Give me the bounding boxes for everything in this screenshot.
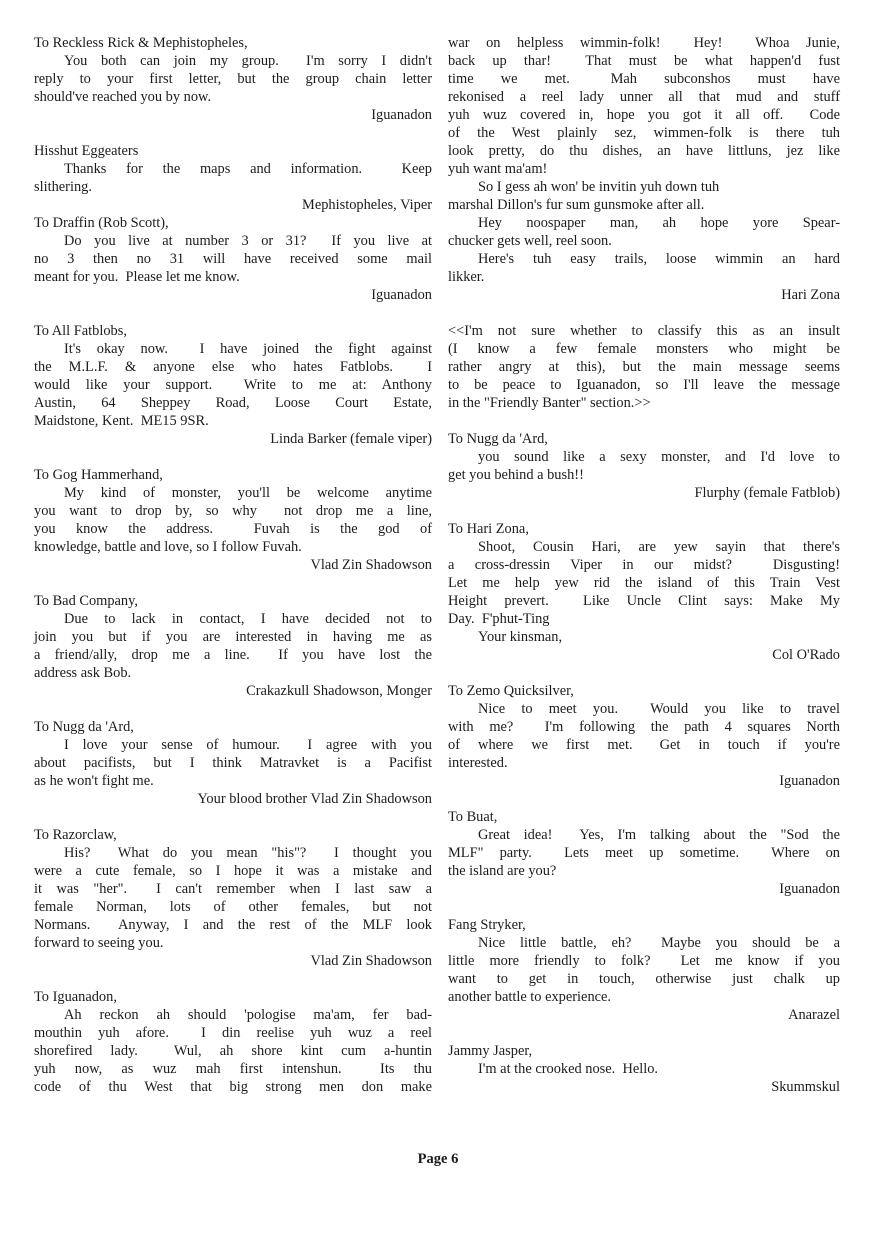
letter-line: Austin, 64 Sheppey Road, Loose Court Estate, xyxy=(34,395,432,411)
left-column xyxy=(34,34,432,1096)
letter-signature: Vlad Zin Shadowson xyxy=(310,557,432,573)
letter-signature: Hari Zona xyxy=(781,287,840,303)
letter-spacer xyxy=(34,124,432,142)
letter-line: My kind of monster, you'll be welcome anytime xyxy=(64,485,432,501)
letter-line: a cross-dressin Viper in our midst? Disgusting! xyxy=(448,557,840,573)
letter-line: code of thu West that big strong men don make xyxy=(34,1079,432,1095)
letter-signature: Skummskul xyxy=(771,1079,840,1095)
letter-line: Due to lack in contact, I have decided not to xyxy=(64,611,432,627)
letter xyxy=(448,322,840,412)
letter xyxy=(34,826,432,970)
letter-line: To Gog Hammerhand, xyxy=(34,467,163,483)
letter-line: of where we first met. Get in touch if you're xyxy=(448,737,840,753)
letter-line: Maidstone, Kent. ME15 9SR. xyxy=(34,413,209,429)
letter-line: yuh wuz covered in, hope you got it all off. Code xyxy=(448,107,840,123)
letter xyxy=(448,1042,840,1096)
letter-spacer xyxy=(34,304,432,322)
letter-line: to be peace to Iguanadon, so I'll leave the message xyxy=(448,377,840,393)
letter-spacer xyxy=(448,304,840,322)
letter-line: Jammy Jasper, xyxy=(448,1043,533,1059)
letter-line: To Razorclaw, xyxy=(34,827,117,843)
letter-line: Let me help yew rid the island of this Train Vest xyxy=(448,575,840,591)
letter-line: a friend/ally, drop me a line. If you have lost the xyxy=(34,647,432,663)
letter-line: I'm at the crooked nose. Hello. xyxy=(478,1061,659,1077)
letter-line: So I gess ah won' be invitin yuh down tuh xyxy=(478,179,720,195)
letter-signature: Iguanadon xyxy=(779,881,840,897)
letter-line: another battle to experience. xyxy=(448,989,612,1005)
letter-line: want to get in touch, otherwise just chalk up xyxy=(448,971,840,987)
letter-spacer xyxy=(34,970,432,988)
letter-line: should've reached you by now. xyxy=(34,89,212,105)
page-number: Page 6 xyxy=(417,1151,459,1167)
letter-signature: Col O'Rado xyxy=(772,647,840,663)
letter xyxy=(448,808,840,898)
letter xyxy=(448,682,840,790)
letter-signature: Iguanadon xyxy=(371,107,432,123)
letter-line: <<I'm not sure whether to classify this as an insult xyxy=(448,323,840,339)
letter-line: yuh now, as wuz mah first intenshun. Its thu xyxy=(34,1061,432,1077)
letter-line: it was "her". I can't remember when I last saw a xyxy=(34,881,432,897)
letter-signature: Mephistopheles, Viper xyxy=(302,197,432,213)
letter-line: the island are you? xyxy=(448,863,557,879)
letter-line: time we met. Mah subconshos must have xyxy=(448,71,840,87)
letter-signature: Vlad Zin Shadowson xyxy=(310,953,432,969)
letter-line: were a cute female, so I hope it was a mistake and xyxy=(34,863,432,879)
letter-signature: Your blood brother Vlad Zin Shadowson xyxy=(197,791,432,807)
letter-line: forward to seeing you. xyxy=(34,935,164,951)
letter-line: To All Fatblobs, xyxy=(34,323,127,339)
letter-line: Do you live at number 3 or 31? If you live at xyxy=(64,233,432,249)
letter-line: of the West plainly sez, wimmen-folk is there tuh xyxy=(448,125,840,141)
letter-spacer xyxy=(34,808,432,826)
letter-line: chucker gets well, reel soon. xyxy=(448,233,612,249)
letter-line: Height prevert. Like Uncle Clint says: Make My xyxy=(448,593,840,609)
letter-line: To Buat, xyxy=(448,809,498,825)
letter-spacer xyxy=(448,664,840,682)
letter-line: Great idea! Yes, I'm talking about the "Sod the xyxy=(478,827,840,843)
letter-spacer xyxy=(34,700,432,718)
letter-line: rekonised a reel lady unner all that mud and stuff xyxy=(448,89,840,105)
letter-line: would like your support. Write to me at: Anthony xyxy=(34,377,432,393)
letter xyxy=(34,142,432,304)
letter-line: knowledge, battle and love, so I follow Fuvah. xyxy=(34,539,302,555)
letter-signature: Iguanadon xyxy=(371,287,432,303)
letter-line: Shoot, Cousin Hari, are yew sayin that there's xyxy=(478,539,840,555)
letter xyxy=(34,34,432,124)
letter-line: To Zemo Quicksilver, xyxy=(448,683,574,699)
letter-line: you know the address. Fuvah is the god of xyxy=(34,521,432,537)
letter-line: war on helpless wimmin-folk! Hey! Whoa Junie, xyxy=(448,35,840,51)
letter-line: To Hari Zona, xyxy=(448,521,529,537)
letter-line: To Nugg da 'Ard, xyxy=(34,719,134,735)
letter-line: Hisshut Eggeaters xyxy=(34,143,139,159)
letter-line: interested. xyxy=(448,755,508,771)
letter-line: To Bad Company, xyxy=(34,593,138,609)
letter-line: about pacifists, but I think Matravket is a Pacifist xyxy=(34,755,432,771)
letter-line: get you behind a bush!! xyxy=(448,467,584,483)
letter-spacer xyxy=(448,898,840,916)
letter xyxy=(448,34,840,304)
letter-line: join you but if you are interested in having me as xyxy=(34,629,432,645)
letter-signature: Linda Barker (female viper) xyxy=(270,431,432,447)
letter-signature: Flurphy (female Fatblob) xyxy=(694,485,840,501)
letter-line: Ah reckon ah should 'pologise ma'am, fer bad- xyxy=(64,1007,432,1023)
letter-line: MLF" party. Lets meet up sometime. Where on xyxy=(448,845,840,861)
letter xyxy=(448,520,840,664)
letter-line: Your kinsman, xyxy=(478,629,563,645)
letter-line: Fang Stryker, xyxy=(448,917,526,933)
letter xyxy=(34,988,432,1096)
letter-signature: Anarazel xyxy=(788,1007,840,1023)
letter-spacer xyxy=(448,412,840,430)
letter xyxy=(448,916,840,1024)
letter xyxy=(34,718,432,808)
letter-spacer xyxy=(34,448,432,466)
letter-line: To Draffin (Rob Scott), xyxy=(34,215,169,231)
letter-line: yuh want ma'am! xyxy=(448,161,548,177)
letter-line: You both can join my group. I'm sorry I didn't xyxy=(64,53,432,69)
letter-line: (I know a few female monsters who might be xyxy=(448,341,840,357)
letter-line: rather angry at this), but the main message seems xyxy=(448,359,840,375)
letter-line: back up thar! That must be what happen'd fust xyxy=(448,53,840,69)
letter-line: with me? I'm following the path 4 squares North xyxy=(448,719,840,735)
letter-line: little more friendly to folk? Let me know if you xyxy=(448,953,840,969)
letter-spacer xyxy=(448,502,840,520)
letter-spacer xyxy=(448,790,840,808)
letter-line: It's okay now. I have joined the fight against xyxy=(64,341,432,357)
letter-line: reply to your first letter, but the group chain letter xyxy=(34,71,432,87)
letter-line: Nice little battle, eh? Maybe you should be a xyxy=(478,935,840,951)
letter-line: female Norman, lots of other females, but not xyxy=(34,899,432,915)
letter-spacer xyxy=(34,574,432,592)
letter xyxy=(34,466,432,574)
letter-line: look pretty, do thu dishes, an have littluns, jez like xyxy=(448,143,840,159)
letter-line: To Reckless Rick & Mephistopheles, xyxy=(34,35,248,51)
letter-line: Thanks for the maps and information. Keep xyxy=(64,161,432,177)
letter-signature: Crakazkull Shadowson, Monger xyxy=(246,683,432,699)
letter-line: you sound like a sexy monster, and I'd love to xyxy=(478,449,840,465)
letter-spacer xyxy=(448,1024,840,1042)
letter-line: His? What do you mean "his"? I thought you xyxy=(64,845,432,861)
letter-line: shorefired lady. Wul, ah shore kint cum a-huntin xyxy=(34,1043,432,1059)
letter-line: as he won't fight me. xyxy=(34,773,154,789)
letter-line: Nice to meet you. Would you like to travel xyxy=(478,701,840,717)
letter-line: To Nugg da 'Ard, xyxy=(448,431,548,447)
letter-line: Here's tuh easy trails, loose wimmin an hard xyxy=(478,251,840,267)
letter-line: likker. xyxy=(448,269,485,285)
letter-line: the M.L.F. & anyone else who hates Fatblobs. I xyxy=(34,359,432,375)
letter-line: meant for you. Please let me know. xyxy=(34,269,240,285)
letter xyxy=(34,322,432,448)
letter-line: marshal Dillon's fur sum gunsmoke after all. xyxy=(448,197,705,213)
letter-line: Normans. Anyway, I and the rest of the MLF look xyxy=(34,917,432,933)
letter-line: you want to drop by, so why not drop me a line, xyxy=(34,503,432,519)
letter-line: Day. F'phut-Ting xyxy=(448,611,550,627)
letter xyxy=(34,592,432,700)
letter-line: mouthin yuh afore. I din reelise yuh wuz a reel xyxy=(34,1025,432,1041)
letter-line: no 3 then no 31 will have received some mail xyxy=(34,251,432,267)
letter-line: in the "Friendly Banter" section.>> xyxy=(448,395,651,411)
right-column xyxy=(448,34,840,1096)
letter-line: slithering. xyxy=(34,179,92,195)
letter-line: address ask Bob. xyxy=(34,665,132,681)
letter-line: Hey noospaper man, ah hope yore Spear- xyxy=(478,215,840,231)
letter-line: I love your sense of humour. I agree with you xyxy=(64,737,432,753)
letter xyxy=(448,430,840,502)
letter-line: To Iguanadon, xyxy=(34,989,117,1005)
letter-signature: Iguanadon xyxy=(779,773,840,789)
